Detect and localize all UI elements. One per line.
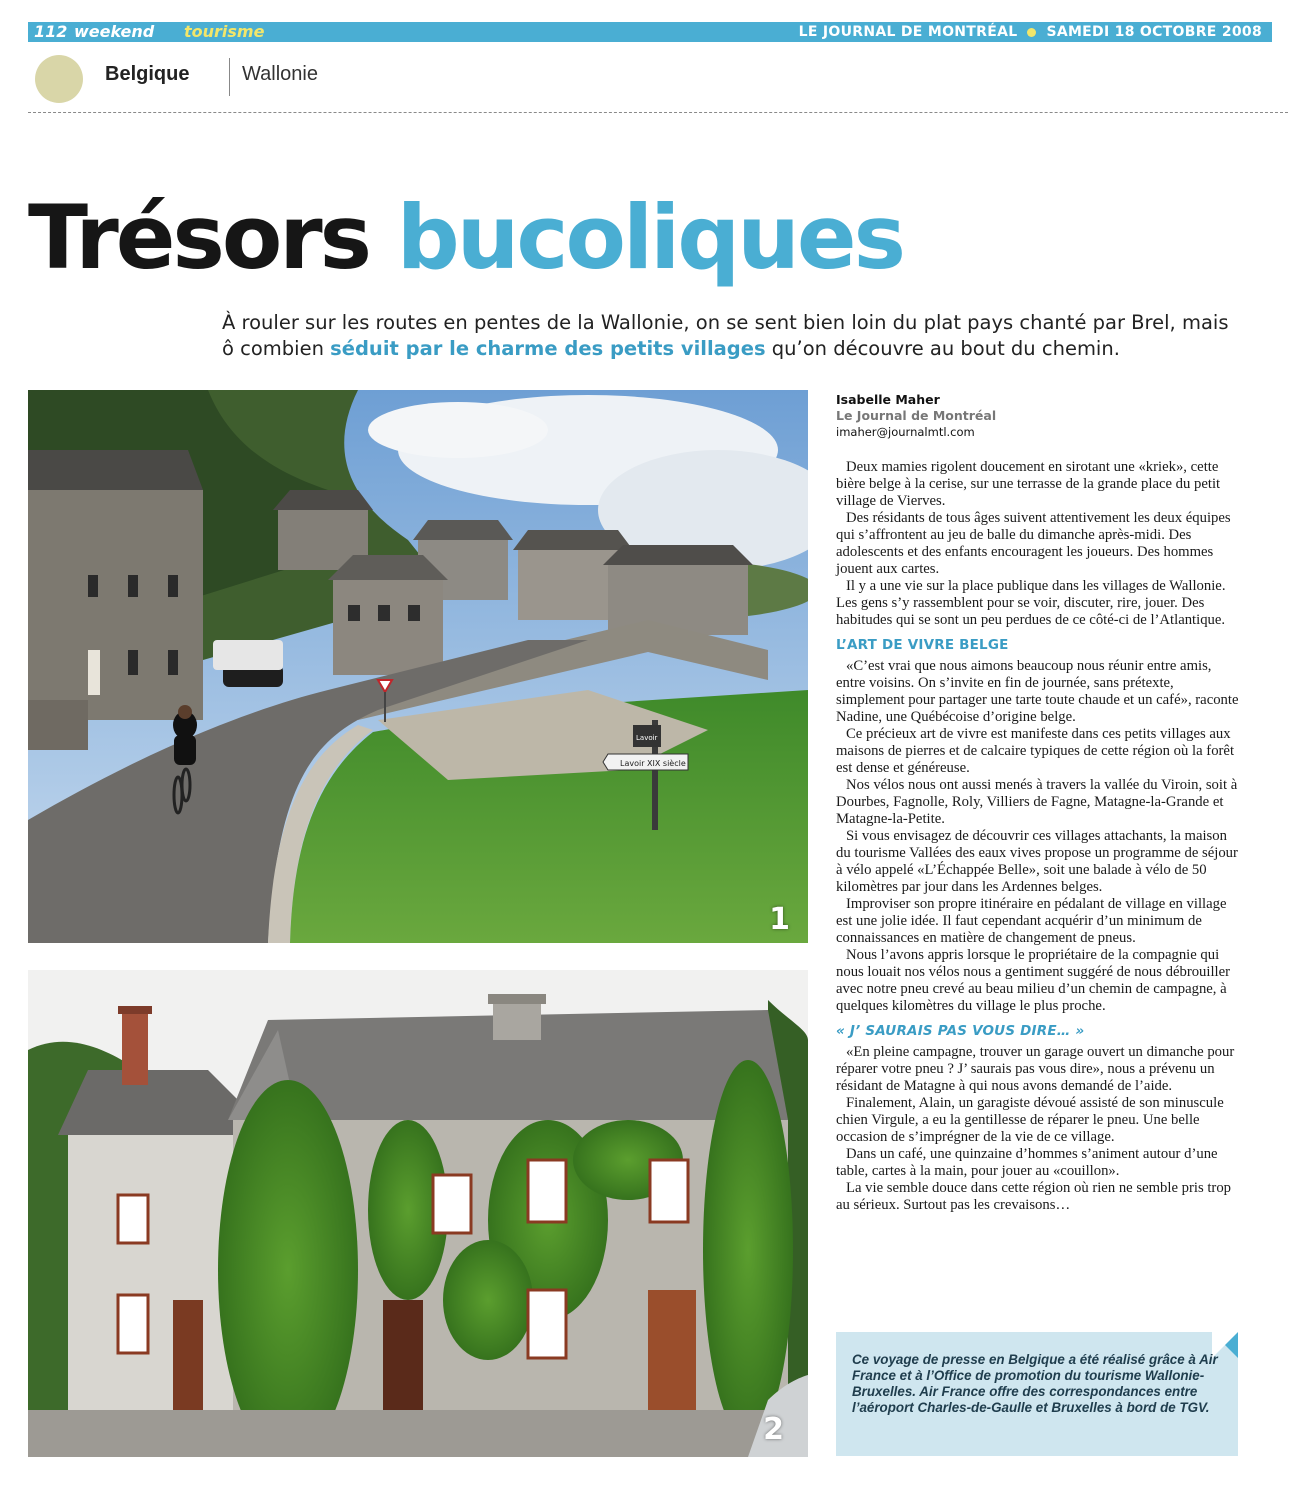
body-paragraph: Des résidants de tous âges suivent attentivement les deux équipes qui s’affrontent au jeu de balle du dimanche après-midi. Des adolescents et des enfants encouragent les joueurs. Des hommes jouent aux cartes. [836,510,1231,577]
body-paragraph: La vie semble douce dans cette région où rien ne semble pris trop au sérieux. Surtout pas les crevaisons… [836,1180,1232,1213]
body-paragraph: Nous l’avons appris lorsque le propriétaire de la compagnie qui nous louait nos vélos nous a gentiment suggéré de nous débrouiller avec notre pneu crevé au beau milieu d’un chemin de campagne, à quelques kilomètres du village le plus proche. [836,947,1231,1014]
photo-1-number: 1 [769,902,790,937]
category-divider [229,58,230,96]
body-paragraph: Finalement, Alain, un garagiste dévoué assisté de son minuscule chien Virgule, a eu la gentillesse de réparer le pneu. Une belle occasion de s’imprégner de la vie de ce village. [836,1095,1224,1145]
body-paragraph: Dans un café, une quinzaine d’hommes s’animent autour d’une table, cartes à la main, pour jouer au «couillon». [836,1146,1218,1179]
article-body [836,459,1240,1214]
subheading-art-de-vivre: L’ART DE VIVRE BELGE [836,637,1009,653]
category-circle-icon [35,55,83,103]
body-paragraph: «En pleine campagne, trouver un garage ouvert un dimanche pour réparer votre pneu ? J’ saurais pas vous dire», nous a prévenu un résidant de Matagne à qui nous avons demandé de l’aide. [836,1044,1235,1094]
section-label: weekend [74,22,155,41]
body-paragraph: Deux mamies rigolent doucement en sirotant une «kriek», cette bière belge à la cerise, sur une terrasse de la grande place du petit village de Vierves. [836,459,1221,509]
photo-2-number: 2 [763,1412,784,1447]
lead-highlight: séduit par le charme des petits villages [330,337,766,360]
photo-ivy-house [28,970,808,1457]
author-organization: Le Journal de Montréal [836,408,997,423]
dashed-divider [28,112,1288,113]
subheading-saurais-pas: « J’ SAURAIS PAS VOUS DIRE… » [836,1023,1085,1039]
body-paragraph: Improviser son propre itinéraire en pédalant de village en village est une jolie idée. Il faut cependant acquérir d’un minimum de connaissances en matière de changement de pneus. [836,896,1227,946]
title-word-1: Trésors [28,186,370,289]
header-bar [28,22,1272,42]
sign-top-text: Lavoir [636,734,658,742]
body-paragraph: Si vous envisagez de découvrir ces villages attachants, la maison du tourisme Vallées des eaux vives propose un programme de séjour à vélo appelé «L’Échappée Belle», soit une balade à vélo de 50 kilomètres par jour dans les Ardennes belges. [836,828,1238,895]
body-paragraph: Ce précieux art de vivre est manifeste dans ces petits villages aux maisons de pierres et de calcaire typiques de cette région où la forêt est dense et généreuse. [836,726,1235,776]
author-email[interactable]: imaher@journalmtl.com [836,425,975,439]
photo-village-road [28,390,808,943]
byline [836,392,1236,441]
lead-text-end: qu’on découvre au bout du chemin. [765,337,1120,360]
article-title [28,188,903,288]
title-word-2: bucoliques [396,186,903,289]
sign-bottom-text: Lavoir XIX siècle [620,759,686,768]
category-region: Wallonie [242,63,318,85]
article-lead [222,310,1242,362]
publication-date: SAMEDI 18 OCTOBRE 2008 [1046,24,1262,40]
masthead [799,22,1262,42]
separator-dot-icon [1027,28,1036,37]
credit-text: Ce voyage de presse en Belgique a été réalisé grâce à Air France et à l’Office de promotion du tourisme Wallonie-Bruxelles. Air France offre des correspondances entre l’aéroport Charles-de-Gaulle et Bruxelles à bord de TGV. [852,1352,1218,1415]
body-paragraph: Nos vélos nous ont aussi menés à travers la vallée du Viroin, soit à Dourbes, Fagnolle, Roly, Villiers de Fagne, Matagne-la-Grande et Matagne-la-Petite. [836,777,1238,827]
publication-name: LE JOURNAL DE MONTRÉAL [798,24,1018,40]
body-paragraph: «C’est vrai que nous aimons beaucoup nous réunir entre amis, entre voisins. On s’invite en fin de journée, sans prétexte, simplement pour partager une tarte toute chaude et un café», raconte Nadine, une Québécoise d’origine belge. [836,658,1239,725]
author-name: Isabelle Maher [836,392,940,407]
body-paragraph: Il y a une vie sur la place publique dans les villages de Wallonie. Les gens s’y rassemblent pour se voir, discuter, rire, jouer. Des habitudes qui se sont un peu perdues de ce côté-ci de l’Atlantique. [836,578,1226,628]
credit-box [836,1332,1238,1456]
category-country: Belgique [105,63,190,85]
subsection-label: tourisme [184,22,265,41]
page-number: 112 [34,22,68,41]
lead-text-start: À rouler sur les routes en pentes de la Wallonie, on se sent bien loin du plat pays chanté par Brel, mais ô combien [222,311,1229,360]
